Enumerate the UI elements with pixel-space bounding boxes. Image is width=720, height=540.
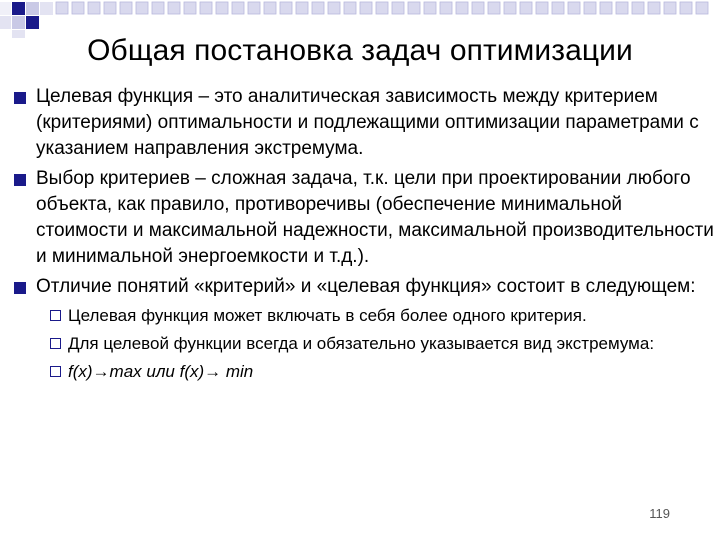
bullet-square-icon [14,282,26,294]
deco-row-square [648,2,660,14]
sub-bullet-item [14,332,714,356]
deco-row-square [136,2,148,14]
deco-row-square [696,2,708,14]
sub-bullet-item [14,360,714,384]
deco-row-square [232,2,244,14]
bullet-square-icon [14,174,26,186]
deco-row-square [280,2,292,14]
deco-row-square [392,2,404,14]
sub-bullet-text: Для целевой функции всегда и обязательно указывается вид экстремума: [68,334,655,353]
deco-row-square [264,2,276,14]
deco-row-square [504,2,516,14]
hollow-square-icon [50,366,61,377]
deco-row-square [104,2,116,14]
deco-row-square [616,2,628,14]
deco-row-square [600,2,612,14]
deco-row-square [488,2,500,14]
deco-row-square [120,2,132,14]
deco-row-square [536,2,548,14]
deco-row-square [552,2,564,14]
deco-row-square [296,2,308,14]
deco-row-square [360,2,372,14]
deco-row-square [680,2,692,14]
deco-row-square [456,2,468,14]
deco-row-square [440,2,452,14]
deco-row-square [152,2,164,14]
deco-row-square [184,2,196,14]
slide-title: Общая постановка задач оптимизации [87,34,633,67]
deco-row-square [248,2,260,14]
deco-row-square [56,2,68,14]
deco-row-square [568,2,580,14]
deco-row-square [328,2,340,14]
deco-row-square [472,2,484,14]
sub-bullet-item [14,304,714,328]
deco-row-square [216,2,228,14]
deco-row-square [312,2,324,14]
deco-row-square [376,2,388,14]
deco-row-square [72,2,84,14]
deco-row-square [664,2,676,14]
sub-bullet-text: Целевая функция может включать в себя более одного критерия. [68,306,587,325]
bullet-text: Отличие понятий «критерий» и «целевая функция» состоит в следующем: [36,276,696,297]
deco-row-square [88,2,100,14]
deco-row-square [408,2,420,14]
bullet-list [14,84,714,388]
bullet-text: Целевая функция – это аналитическая зависимость между критерием (критериями) оптимальности и подлежащими оптимизации параметрами с указанием направления экстремума. [36,86,699,159]
deco-row-square [632,2,644,14]
bullet-item [14,166,714,270]
deco-row-square [344,2,356,14]
bullet-square-icon [14,92,26,104]
deco-squares-row [0,0,720,30]
bullet-text: Выбор критериев – сложная задача, т.к. цели при проектировании любого объекта, как правило, противоречивы (обеспечение минимальной стоимости и максимальной надежности, максимальной производительности и минимальной энергоемкости и т.д.). [36,168,714,267]
deco-row-square [168,2,180,14]
bullet-item [14,84,714,162]
deco-row-square [520,2,532,14]
hollow-square-icon [50,310,61,321]
bullet-item [14,274,714,300]
page-number: 119 [649,506,670,521]
deco-row-square [200,2,212,14]
sub-bullet-text: f(x)→max или f(x)→ min [68,362,254,381]
deco-row-square [584,2,596,14]
deco-row-square [424,2,436,14]
hollow-square-icon [50,338,61,349]
